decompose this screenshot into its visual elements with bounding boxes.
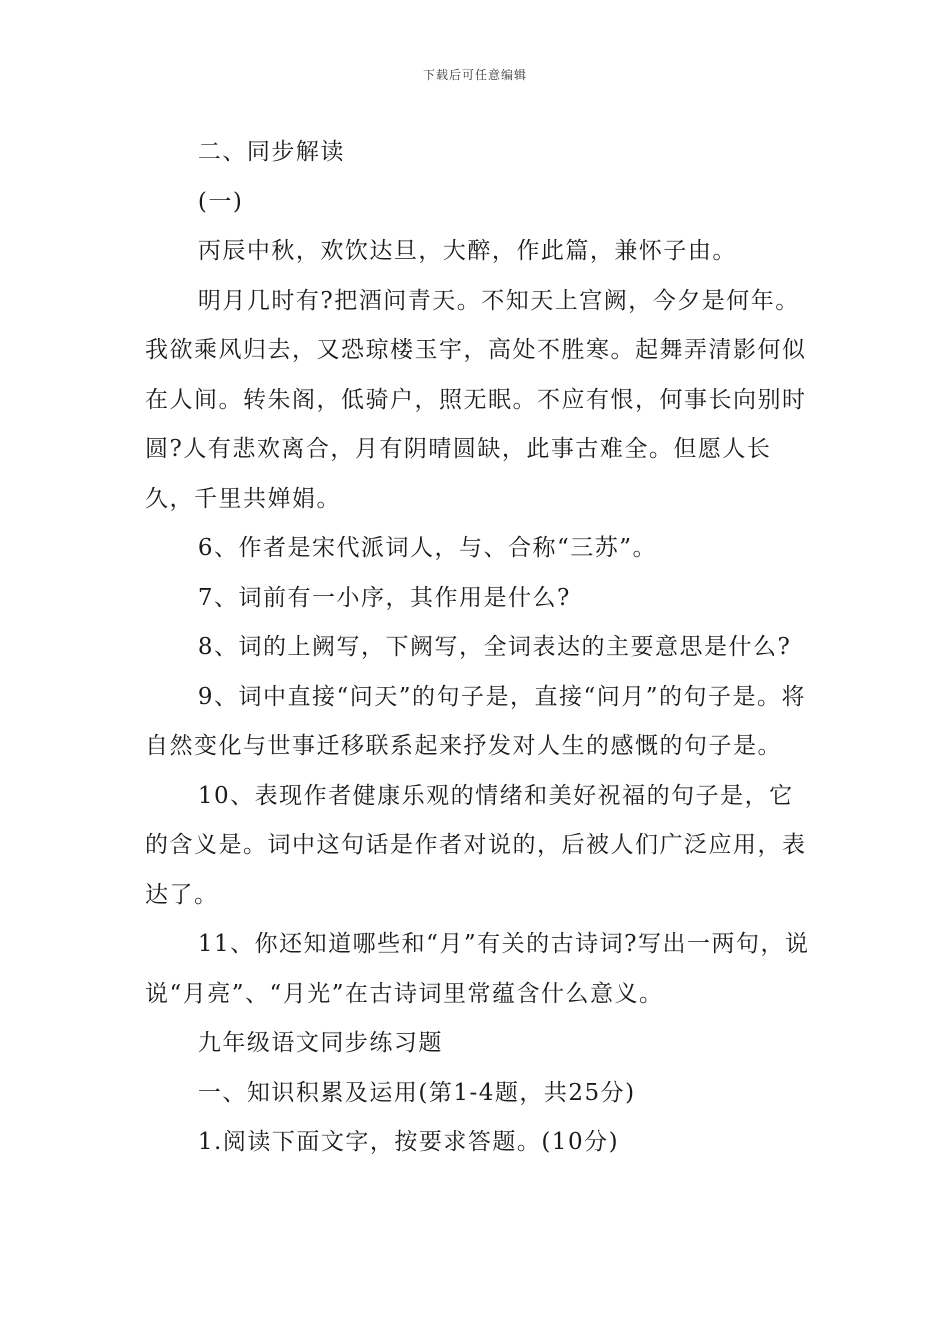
question-9: 9、词中直接“问天”的句子是，直接“问月”的句子是。将自然变化与世事迁移联系起来抒发对人生的感慨的句子是。 [145,683,807,759]
question-8: 8、词的上阙写，下阙写，全词表达的主要意思是什么? [197,634,792,660]
question-1-instruction: 1.阅读下面文字，按要求答题。(10分) [197,1129,620,1155]
poem-preface: 丙辰中秋，欢饮达旦，大醉，作此篇，兼怀子由。 [197,238,737,264]
section-heading: 二、同步解读 [197,139,345,165]
poem-body: 明月几时有?把酒问青天。不知天上宫阙，今夕是何年。我欲乘风归去，又恐琼楼玉宇，高处不胜寒。起舞弄清影何似在人间。转朱阁，低骑户，照无眠。不应有恨，何事长向别时圆?人有悲欢离合，月有阴晴圆缺，此事古难全。但愿人长久，千里共婵娟。 [145,287,807,512]
document-body [145,128,815,1168]
subsection-marker: (一) [197,188,244,215]
question-10: 10、表现作者健康乐观的情绪和美好祝福的句子是，它的含义是。词中这句话是作者对说的，后被人们广泛应用，表达了。 [145,782,807,908]
exercise-title: 九年级语文同步练习题 [197,1030,443,1056]
part-one-heading: 一、知识积累及运用(第1-4题，共25分) [197,1079,636,1106]
header-note: 下载后可任意编辑 [422,68,527,82]
question-7: 7、词前有一小序，其作用是什么? [197,584,571,611]
question-6: 6、作者是宋代派词人，与、合称“三苏”。 [197,535,658,561]
question-11: 11、你还知道哪些和“月”有关的古诗词?写出一两句，说说“月亮”、“月光”在古诗词里常蕴含什么意义。 [145,931,810,1007]
